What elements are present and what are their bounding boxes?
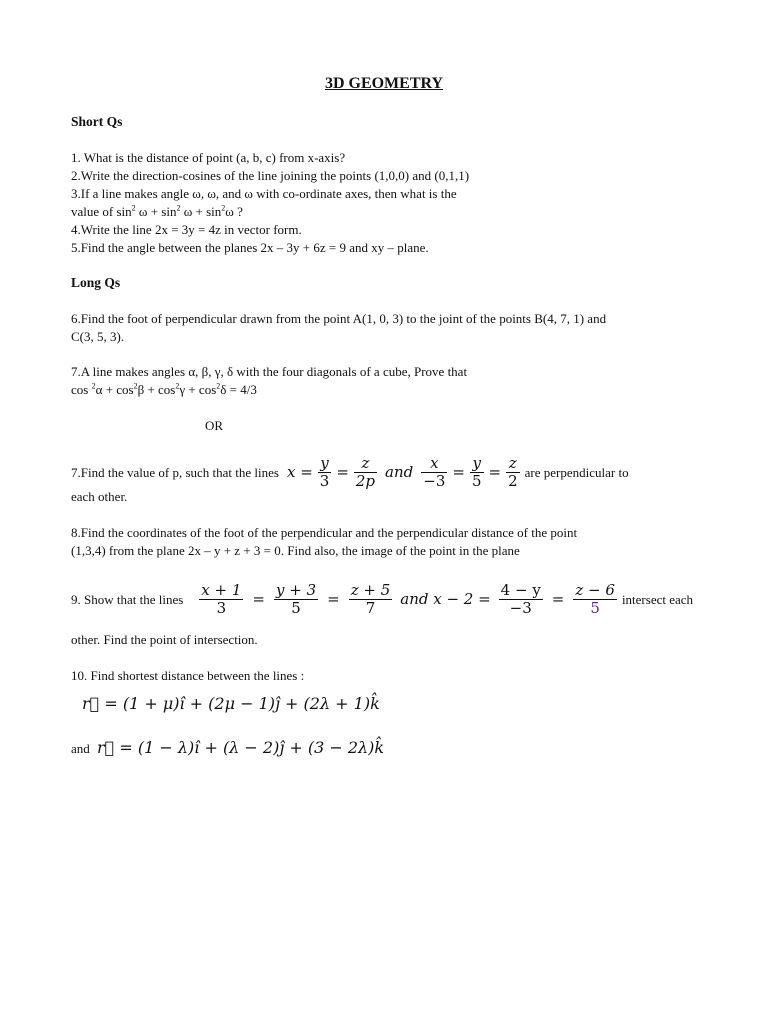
fraction-y-plus-3-over-5: $\frac{y + 3}{5}$ — [275, 580, 317, 617]
fraction-y-over-3: $\frac{y}{3}$ — [319, 453, 330, 490]
question-10-line-1: 10. Find shortest distance between the lines : — [71, 668, 305, 683]
question-4: 4.Write the line 2x = 3y = 4z in vector form. — [71, 222, 302, 237]
fraction-y-over-5: $\frac{y}{5}$ — [471, 453, 482, 490]
question-6-line-2: C(3, 5, 3). — [71, 329, 125, 344]
fraction-x-plus-1-over-3: $\frac{x + 1}{3}$ — [201, 580, 242, 617]
fraction-x-over-minus-3: $\frac{x}{-3}$ — [423, 453, 446, 490]
question-9-line-1: 9. Show that the lines $\frac{x + 1}{3}$ = $\frac{y + 3}{5}$ = $\frac{z + 5}{7}$ and x − 2 = $\frac{4 - y}{-3}$ = $\frac{z - 6}{5}$ intersect each — [71, 580, 694, 617]
short-questions-heading: Short Qs — [71, 114, 123, 129]
fraction-z-plus-5-over-7: $\frac{z + 5}{7}$ — [350, 580, 391, 617]
or-separator: OR — [205, 418, 224, 433]
question-5: 5.Find the angle between the planes 2x – 3y + 6z = 9 and xy – plane. — [71, 240, 429, 255]
question-6-line-1: 6.Find the foot of perpendicular drawn from the point A(1, 0, 3) to the joint of the points B(4, 7, 1) and — [71, 311, 607, 326]
fraction-z-over-2: $\frac{z}{2}$ — [508, 453, 518, 490]
fraction-4-minus-y-over-minus-3: $\frac{4 - y}{-3}$ — [500, 580, 541, 617]
long-questions-heading: Long Qs — [71, 275, 121, 290]
vector-equation-2: r⃗ = (1 − λ)î + (λ − 2)ĵ + (3 − 2λ)k̂ — [97, 738, 385, 757]
question-1: 1. What is the distance of point (a, b, c) from x-axis? — [71, 150, 346, 165]
question-7-line-2: $\cos ^2\alpha + \cos^2\beta + \cos^2\gamma + \cos^2\delta = 4/3$ — [71, 381, 257, 397]
document-title: 3D GEOMETRY — [324, 75, 444, 92]
question-3-line-1: 3.If a line makes angle ω, ω, and ω with co-ordinate axes, then what is the — [71, 186, 457, 201]
question-2: 2.Write the direction-cosines of the line joining the points (1,0,0) and (0,1,1) — [71, 168, 470, 183]
question-9-line-2: other. Find the point of intersection. — [71, 632, 258, 647]
question-3-line-2: value of $\sin^2 \omega + \sin^2 \omega + \sin^2\omega$ ? — [71, 203, 243, 219]
question-7-line-1: 7.A line makes angles α, β, γ, δ with the four diagonals of a cube, Prove that — [71, 364, 468, 379]
question-8-line-2: (1,3,4) from the plane 2x – y + z + 3 = 0. Find also, the image of the point in the plane — [71, 543, 520, 558]
question-10-line-3: and r⃗ = (1 − λ)î + (λ − 2)ĵ + (3 − 2λ)k̂ — [71, 738, 385, 757]
fraction-z-over-2p: $\frac{z}{2p}$ — [355, 453, 376, 490]
question-8-line-1: 8.Find the coordinates of the foot of the perpendicular and the perpendicular distance of the point — [71, 525, 578, 540]
vector-equation-1: r⃗ = (1 + μ)î + (2μ − 1)ĵ + (2λ + 1)k̂ — [82, 694, 380, 713]
fraction-z-minus-6-over-5: $\frac{z - 6}{5}$ — [575, 580, 615, 617]
question-7-alt-line-2: each other. — [71, 489, 128, 504]
angle-symbols: ω, ω, and ω — [192, 186, 253, 201]
question-7-alt-line-1: 7.Find the value of p, such that the lines x = $\frac{y}{3}$ = $\frac{z}{2p}$ and $\frac{x}{-3}$ = $\frac{y}{5}$ = $\frac{z}{2}$ are perpendicular to — [71, 453, 629, 490]
